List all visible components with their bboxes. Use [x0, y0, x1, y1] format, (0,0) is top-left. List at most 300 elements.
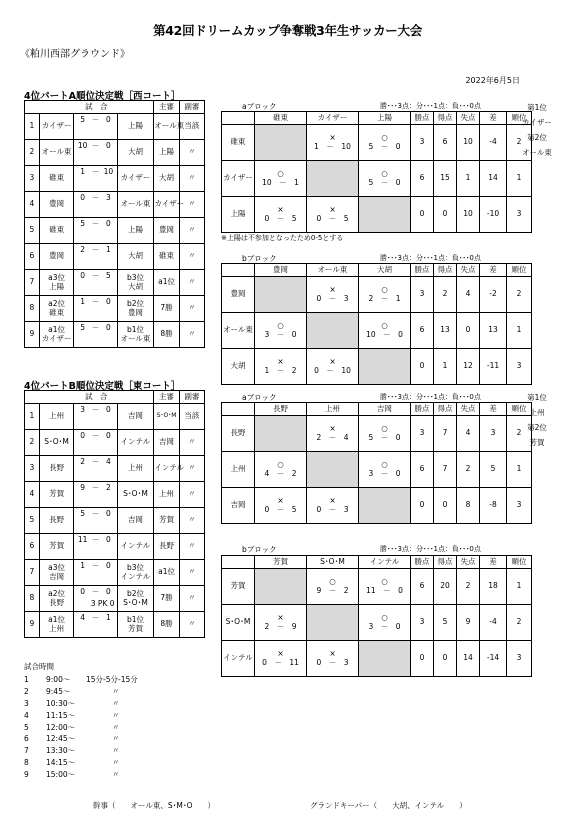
- referee: 8勝: [154, 612, 179, 638]
- standings-row: [222, 313, 532, 349]
- ditto-mark: 〃: [112, 722, 120, 732]
- assistant-referee: 〃: [179, 140, 204, 166]
- home-name: 上陽: [49, 281, 65, 291]
- standings-col-header: 豊岡: [255, 264, 307, 277]
- score-value: [74, 508, 91, 534]
- final-ranking: [508, 390, 566, 450]
- time-row: [24, 710, 138, 722]
- standings-stat: 2: [507, 416, 532, 452]
- schedule-row: [25, 270, 205, 296]
- score-dash: [91, 218, 100, 244]
- home-seed: a3位: [48, 562, 66, 572]
- standings-col-header: 差: [480, 403, 507, 416]
- result-mark: ○: [381, 132, 388, 142]
- score-dash: [90, 586, 115, 612]
- result-score: 9 － 2: [316, 585, 349, 595]
- score-dash: [91, 270, 100, 296]
- away-team: インテル: [117, 430, 154, 456]
- ditto-mark: 〃: [112, 686, 120, 696]
- score-dash: [91, 404, 100, 430]
- referee: 芳賀: [154, 508, 179, 534]
- match-number: 3: [25, 456, 40, 482]
- home-team: 碓東: [39, 218, 74, 244]
- score-value: [100, 296, 117, 322]
- match-number: 5: [25, 508, 40, 534]
- score-value: 1: [80, 561, 85, 570]
- standings-stat: 0: [457, 313, 480, 349]
- standings-stat: 9: [457, 605, 480, 641]
- home-team: カイザー: [39, 114, 74, 140]
- score-value: [74, 322, 91, 348]
- result-score: 4 － 2: [264, 468, 297, 478]
- standings-col-header: 差: [480, 556, 507, 569]
- standings-row: [222, 452, 532, 488]
- result-cell: [359, 349, 411, 385]
- score-dash: －: [91, 457, 100, 466]
- referee: 上州: [154, 482, 179, 508]
- score-dash: [91, 140, 100, 166]
- standings-col-header: 差: [480, 264, 507, 277]
- time-row: [24, 769, 138, 781]
- standings-row: [222, 161, 532, 197]
- away-team: [117, 270, 154, 296]
- score-value: 0: [80, 587, 85, 596]
- standings-stat: 5: [480, 452, 507, 488]
- score-value: 0: [80, 271, 85, 280]
- referee: 7勝: [154, 296, 179, 322]
- away-team: S･O･M: [117, 482, 154, 508]
- standings-col-header: 順位: [507, 403, 532, 416]
- away-seed: b3位: [126, 272, 145, 282]
- score-dash: [91, 482, 100, 508]
- score-value: 1: [106, 245, 111, 254]
- time-start: 12:45～: [46, 734, 76, 744]
- score-value: 0: [106, 141, 111, 150]
- result-score: 0 － 3: [316, 657, 349, 667]
- referee: 碓東: [154, 244, 179, 270]
- home-name: カイザー: [41, 333, 72, 343]
- score-value: [74, 404, 91, 430]
- away-team: [117, 560, 154, 586]
- result-cell: [307, 313, 359, 349]
- result-cell: [307, 416, 359, 452]
- score-dash: [91, 322, 100, 348]
- result-score: 10 － 0: [366, 329, 403, 339]
- score-dash: －: [91, 483, 100, 492]
- score-value: [74, 430, 91, 456]
- standings-stat: 2: [507, 277, 532, 313]
- standings-col-header: 大胡: [359, 264, 411, 277]
- referee: S･O･M: [154, 404, 179, 430]
- time-row: [24, 745, 138, 757]
- result-score: 11 － 0: [366, 585, 403, 595]
- assistant-referee: 〃: [179, 430, 204, 456]
- home-team: [39, 612, 74, 638]
- score-dash: [91, 296, 100, 322]
- standings-stat: 13: [480, 313, 507, 349]
- home-team: [39, 322, 74, 348]
- standings-col-header: S･O･M: [307, 556, 359, 569]
- result-cell: [255, 605, 307, 641]
- result-mark: ×: [329, 204, 336, 214]
- team-name: 大胡: [222, 349, 255, 385]
- venue: 《粕川西部グラウンド》: [20, 49, 130, 60]
- result-mark: ○: [277, 459, 284, 469]
- time-start: 9:00～: [46, 674, 71, 684]
- result-mark: ×: [329, 356, 336, 366]
- referee-header: 主審: [154, 101, 179, 114]
- match-number: 6: [25, 534, 40, 560]
- points-rule: 勝･･･3点：分･･･1点：負･･･0点: [380, 102, 481, 110]
- home-seed: a3位: [48, 272, 66, 282]
- standings-col-header: 上州: [307, 403, 359, 416]
- score-value: 0: [106, 535, 111, 544]
- referee: 7勝: [154, 586, 179, 612]
- time-number: 8: [24, 758, 29, 768]
- score-value: 0: [106, 509, 111, 518]
- time-number: 9: [24, 770, 29, 780]
- standings-table: [221, 263, 532, 385]
- standings-stat: 2: [434, 277, 457, 313]
- result-cell: [307, 641, 359, 677]
- result-cell: [307, 605, 359, 641]
- result-cell: [359, 197, 411, 233]
- schedule-row: [25, 482, 205, 508]
- rank-team: 上州: [529, 408, 545, 417]
- score-value: 0: [106, 405, 111, 414]
- result-mark: ○: [381, 612, 388, 622]
- away-name: オール東: [120, 333, 151, 343]
- standings-stat: 3: [411, 125, 434, 161]
- standings-row: [222, 125, 532, 161]
- block-label: aブロック: [242, 393, 277, 402]
- score-value: 0: [106, 219, 111, 228]
- standings-stat: 13: [434, 313, 457, 349]
- standings-table: [221, 402, 532, 524]
- time-number: 3: [24, 698, 29, 708]
- match-number: 8: [25, 296, 40, 322]
- match-number: 6: [25, 244, 40, 270]
- team-name: 芳賀: [222, 569, 255, 605]
- score-value: 0: [106, 115, 111, 124]
- away-team: 吉岡: [117, 508, 154, 534]
- score-dash: [91, 560, 100, 586]
- score-value: 5: [80, 115, 85, 124]
- score-value: 3: [106, 193, 111, 202]
- standings-row: [222, 277, 532, 313]
- standings-stat: 4: [457, 416, 480, 452]
- time-number: 2: [24, 686, 29, 696]
- schedule-row: [25, 322, 205, 348]
- result-mark: ×: [329, 648, 336, 658]
- standings-col-header: 勝点: [411, 556, 434, 569]
- standings-stat: 3: [411, 416, 434, 452]
- referee: a1位: [154, 560, 179, 586]
- standings-stat: 1: [434, 349, 457, 385]
- standings-stat: 1: [507, 452, 532, 488]
- score-dash: [91, 192, 100, 218]
- standings-col-header: 失点: [457, 556, 480, 569]
- rank-label: 第2位: [527, 133, 547, 142]
- block-label: bブロック: [242, 545, 277, 554]
- score-value: 0: [106, 297, 111, 306]
- score-value: [74, 218, 91, 244]
- score-value: [74, 296, 91, 322]
- result-mark: ×: [277, 648, 284, 658]
- result-cell: [255, 161, 307, 197]
- score-value: 5: [80, 509, 85, 518]
- referee: 長野: [154, 534, 179, 560]
- rank-team: オール東: [522, 148, 552, 157]
- result-cell: [359, 313, 411, 349]
- assistant-header: 副審: [179, 391, 204, 404]
- home-team: 長野: [39, 456, 74, 482]
- standings-stat: 7: [434, 452, 457, 488]
- home-team: [39, 586, 74, 612]
- score-value: [100, 244, 117, 270]
- result-score: 0 － 3: [316, 293, 349, 303]
- result-mark: ×: [329, 284, 336, 294]
- team-name: S･O･M: [222, 605, 255, 641]
- score-dash: －: [91, 323, 100, 332]
- assistant-referee: 〃: [179, 586, 204, 612]
- score-value: 1: [80, 297, 85, 306]
- standings-stat: 2: [457, 452, 480, 488]
- time-start: 15:00～: [46, 770, 76, 780]
- result-score: 3 － 0: [264, 329, 297, 339]
- score-value: [74, 586, 91, 612]
- result-mark: ×: [277, 612, 284, 622]
- standings-col-header: 失点: [457, 403, 480, 416]
- result-mark: ○: [381, 459, 388, 469]
- time-start: 13:30～: [46, 746, 76, 756]
- corner-cell: [222, 556, 255, 569]
- score-dash: [91, 612, 100, 638]
- home-team: 上州: [39, 404, 74, 430]
- standings-col-header: 得点: [434, 403, 457, 416]
- score-dash: [91, 430, 100, 456]
- home-team: [39, 560, 74, 586]
- referee: a1位: [154, 270, 179, 296]
- standings-stat: 14: [457, 641, 480, 677]
- score-dash: －: [91, 193, 100, 202]
- away-seed: b3位: [126, 562, 145, 572]
- score-value: [74, 244, 91, 270]
- home-name: 吉岡: [49, 571, 65, 581]
- standings-stat: 3: [480, 416, 507, 452]
- assistant-referee: 〃: [179, 456, 204, 482]
- time-number: 7: [24, 746, 29, 756]
- standings-stat: 1: [507, 161, 532, 197]
- away-team: 上陽: [117, 114, 154, 140]
- standings-col-header: 順位: [507, 556, 532, 569]
- match-number: 5: [25, 218, 40, 244]
- home-team: 芳賀: [39, 534, 74, 560]
- match-number: 7: [25, 560, 40, 586]
- match-number: 2: [25, 140, 40, 166]
- result-cell: [359, 605, 411, 641]
- corner-cell: [222, 403, 255, 416]
- time-row: [24, 757, 138, 769]
- pk-score: 3 PK 0: [90, 598, 115, 608]
- score-value: 11: [77, 535, 88, 544]
- standings-stat: 15: [434, 161, 457, 197]
- away-name: 大胡: [127, 281, 143, 291]
- away-team: カイザー: [117, 166, 154, 192]
- result-score: 1 － 2: [264, 365, 297, 375]
- standings-stat: 18: [480, 569, 507, 605]
- result-score: 2 － 1: [368, 293, 401, 303]
- assistant-referee: 〃: [179, 322, 204, 348]
- result-cell: [255, 488, 307, 524]
- standings-stat: 3: [411, 277, 434, 313]
- away-name: 豊岡: [127, 307, 143, 317]
- corner-cell: [222, 112, 255, 125]
- assistant-referee: 〃: [179, 560, 204, 586]
- result-cell: [307, 197, 359, 233]
- score-value: [74, 534, 91, 560]
- result-mark: ○: [381, 423, 388, 433]
- match-number: 9: [25, 612, 40, 638]
- score-value: [74, 482, 91, 508]
- result-cell: [307, 452, 359, 488]
- time-number: 6: [24, 734, 29, 744]
- home-name: 碓東: [49, 307, 65, 317]
- standings-stat: 0: [434, 488, 457, 524]
- standings-col-header: オール東: [307, 264, 359, 277]
- result-mark: ×: [277, 495, 284, 505]
- standings-stat: 0: [411, 197, 434, 233]
- score-dash: －: [91, 271, 100, 280]
- score-value: 0: [106, 587, 111, 596]
- result-mark: ○: [381, 168, 388, 178]
- away-team: [117, 322, 154, 348]
- result-score: 5 － 0: [368, 177, 401, 187]
- assistant-referee: 〃: [179, 482, 204, 508]
- score-dash: －: [91, 561, 100, 570]
- team-name: 上陽: [222, 197, 255, 233]
- match-number: 7: [25, 270, 40, 296]
- away-team: 大胡: [117, 140, 154, 166]
- score-value: [100, 322, 117, 348]
- score-value: 0: [106, 323, 111, 332]
- away-seed: b2位: [126, 588, 145, 598]
- match-number: 4: [25, 482, 40, 508]
- standings-stat: 8: [457, 488, 480, 524]
- standings-stat: 5: [434, 605, 457, 641]
- standings-row: [222, 488, 532, 524]
- page-title: 第42回ドリームカップ争奪戦3年生サッカー大会: [153, 23, 422, 38]
- assistant-referee: 〃: [179, 192, 204, 218]
- score-dash: －: [91, 167, 100, 176]
- rank-label: 第1位: [527, 103, 547, 112]
- time-row: [24, 698, 138, 710]
- standings-stat: 2: [507, 125, 532, 161]
- assistant-referee: 〃: [179, 270, 204, 296]
- block-note: ※上陽は不参加となったため0-5とする: [221, 234, 344, 242]
- schedule-row: [25, 534, 205, 560]
- result-cell: [359, 488, 411, 524]
- match-times-heading: 試合時間: [24, 662, 54, 671]
- team-name: インテル: [222, 641, 255, 677]
- standings-stat: 10: [457, 125, 480, 161]
- match-number: 1: [25, 404, 40, 430]
- team-name: 長野: [222, 416, 255, 452]
- standings-col-header: 順位: [507, 264, 532, 277]
- schedule-row: [25, 560, 205, 586]
- schedule-table: [24, 100, 205, 348]
- referee: 大胡: [154, 166, 179, 192]
- team-name: カイザー: [222, 161, 255, 197]
- standings-stat: -8: [480, 488, 507, 524]
- section-heading: 4位パートA順位決定戦［西コート］: [24, 91, 181, 102]
- schedule-row: [25, 612, 205, 638]
- standings-stat: 3: [507, 349, 532, 385]
- score-value: [100, 456, 117, 482]
- result-cell: [255, 452, 307, 488]
- referee: インテル: [154, 456, 179, 482]
- score-dash: [91, 244, 100, 270]
- score-value: [74, 560, 91, 586]
- result-mark: ○: [381, 320, 388, 330]
- score-value: [100, 218, 117, 244]
- standings-stat: 0: [411, 641, 434, 677]
- standings-col-header: 失点: [457, 264, 480, 277]
- result-cell: [255, 416, 307, 452]
- result-score: 10 － 1: [262, 177, 299, 187]
- standings-stat: 3: [411, 605, 434, 641]
- standings-stat: 6: [411, 452, 434, 488]
- standings-stat: 12: [457, 349, 480, 385]
- result-mark: ×: [277, 356, 284, 366]
- score-value: 5: [80, 219, 85, 228]
- schedule-row: [25, 586, 205, 612]
- result-cell: [255, 641, 307, 677]
- assistant-referee: 〃: [179, 244, 204, 270]
- score-value: 9: [80, 483, 85, 492]
- time-row: [24, 686, 138, 698]
- match-number: 1: [25, 114, 40, 140]
- result-mark: ×: [329, 495, 336, 505]
- schedule-row: [25, 244, 205, 270]
- score-value: 10: [103, 167, 114, 176]
- assistant-referee: 当該: [179, 114, 204, 140]
- standings-stat: 0: [411, 488, 434, 524]
- standings-table: [221, 555, 532, 677]
- rank-team: 芳賀: [529, 438, 545, 447]
- standings-stat: -2: [480, 277, 507, 313]
- standings-col-header: 勝点: [411, 403, 434, 416]
- score-value: 5: [80, 323, 85, 332]
- standings-stat: 2: [507, 605, 532, 641]
- ditto-mark: 〃: [112, 734, 120, 744]
- standings-stat: 0: [411, 349, 434, 385]
- standings-row: [222, 569, 532, 605]
- score-value: 10: [77, 141, 88, 150]
- schedule-row: [25, 140, 205, 166]
- score-dash: －: [91, 141, 100, 150]
- score-dash: －: [91, 219, 100, 228]
- rank-label: 第1位: [527, 393, 547, 402]
- standings-table: [221, 111, 532, 233]
- time-start: 10:30～: [46, 698, 76, 708]
- result-cell: [307, 349, 359, 385]
- away-seed: b2位: [126, 298, 145, 308]
- schedule-row: [25, 404, 205, 430]
- score-value: 2: [80, 245, 85, 254]
- standings-col-header: 得点: [434, 556, 457, 569]
- result-mark: ×: [329, 132, 336, 142]
